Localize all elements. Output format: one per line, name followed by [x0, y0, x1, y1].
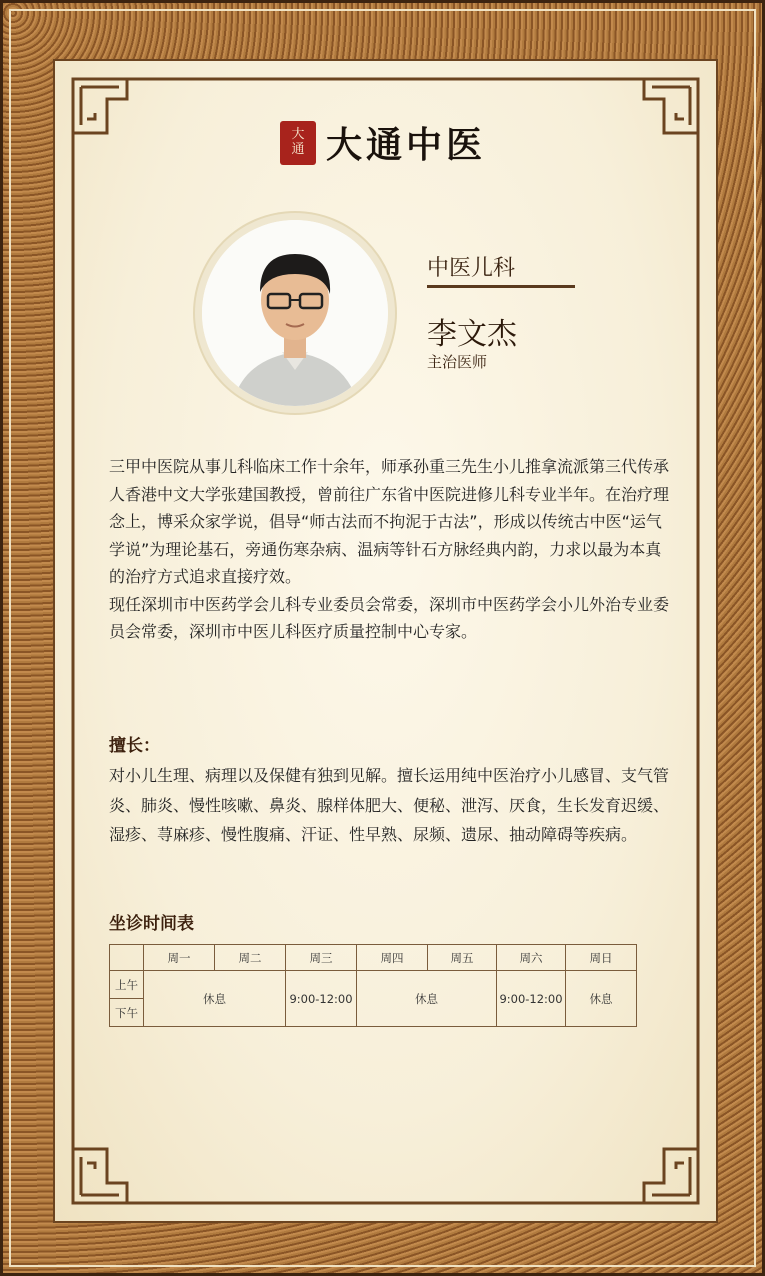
period-label: 上午 [110, 971, 144, 999]
department: 中医儿科 [427, 256, 516, 281]
schedule-heading: 坐诊时间表 [109, 914, 194, 934]
day-header: 周二 [215, 945, 286, 971]
period-label: 下午 [110, 999, 144, 1027]
day-header: 周一 [144, 945, 215, 971]
schedule-cell: 9:00-12:00 [497, 971, 566, 1027]
table-corner [110, 945, 144, 971]
day-header: 周三 [286, 945, 357, 971]
schedule-table [109, 944, 637, 1027]
brand-name: 大通中医 [326, 124, 487, 166]
day-header: 周六 [497, 945, 566, 971]
schedule-cell: 休息 [357, 971, 497, 1027]
day-header: 周日 [566, 945, 637, 971]
content-panel [55, 61, 716, 1221]
specialty-text: 对小儿生理、病理以及保健有独到见解。擅长运用纯中医治疗小儿感冒、支气管炎、肺炎、慢性咳嗽、鼻炎、腺样体肥大、便秘、泄泻、厌食，生长发育迟缓、湿疹、荨麻疹、慢性腹痛、汗证、性早熟、尿频、遗尿、抽动障碍等疾病。 [109, 766, 670, 844]
schedule-cell: 休息 [566, 971, 637, 1027]
doctor-portrait-icon [202, 220, 388, 406]
doctor-name: 李文杰 [427, 317, 517, 352]
day-header: 周四 [357, 945, 428, 971]
bio-paragraph: 三甲中医院从事儿科临床工作十余年，师承孙重三先生小儿推拿流派第三代传承人香港中文大学张建国教授，曾前往广东省中医院进修儿科专业半年。在治疗理念上，博采众家学说，倡导“师古法而不拘泥于古法”，形成以传统古中医“运气学说”为理论基石，旁通伤寒杂病、温病等针石方脉经典内韵，力求以最为本真的治疗方式追求直接疗效。 [109, 457, 670, 586]
schedule-cell: 休息 [144, 971, 286, 1027]
doctor-title: 主治医师 [427, 353, 488, 371]
doctor-bio [109, 453, 669, 646]
schedule-cell: 9:00-12:00 [286, 971, 357, 1027]
doctor-avatar [202, 220, 388, 406]
brand-logo [280, 117, 486, 168]
avatar-ring [195, 213, 395, 413]
bio-paragraph: 现任深圳市中医药学会儿科专业委员会常委，深圳市中医药学会小儿外治专业委员会常委，深圳市中医儿科医疗质量控制中心专家。 [109, 594, 670, 641]
day-header: 周五 [428, 945, 497, 971]
specialty-heading: 擅长： [109, 736, 160, 756]
seal-logo: 大 通 [280, 121, 316, 165]
divider [427, 285, 575, 288]
